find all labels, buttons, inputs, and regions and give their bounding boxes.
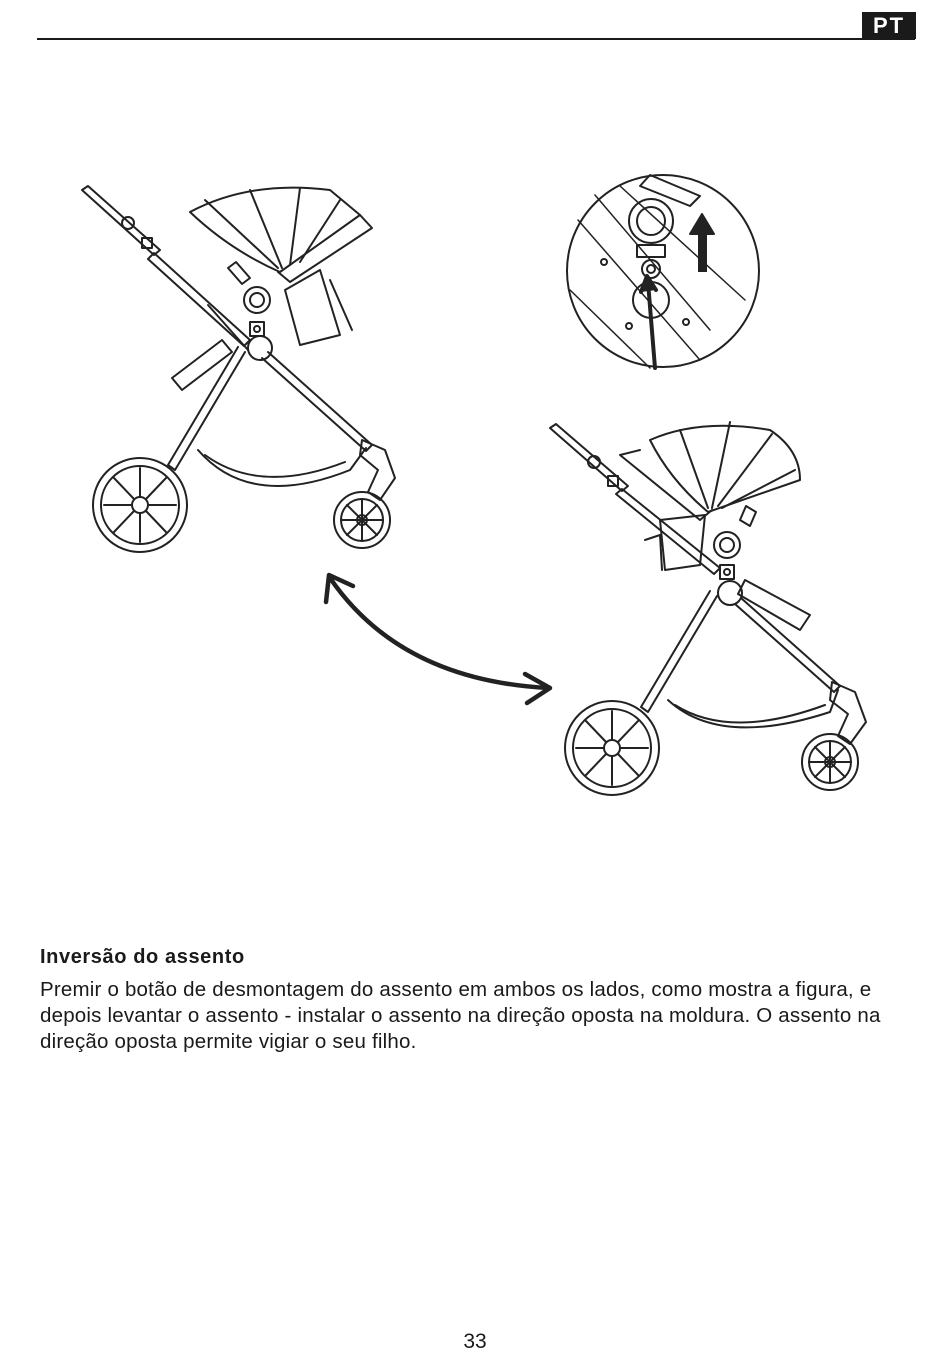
section-title: Inversão do assento bbox=[40, 946, 245, 968]
page-number: 33 bbox=[463, 1330, 487, 1353]
stroller-forward-facing-icon bbox=[82, 186, 395, 552]
seat-release-button-detail-icon bbox=[567, 175, 759, 368]
curved-double-arrow-icon bbox=[326, 575, 550, 703]
up-arrow-icon bbox=[690, 214, 714, 272]
stroller-rear-facing-icon bbox=[550, 422, 866, 795]
stroller-illustration bbox=[0, 150, 950, 830]
section-body: Premir o botão de desmontagem do assento em ambos os lados, como mostra a figura, e depois levantar o assento - instalar o assento na direção oposta na moldura. O assento na direção oposta permite vigiar o seu filho. bbox=[40, 978, 881, 1053]
language-badge: PT bbox=[862, 12, 916, 39]
header-rule bbox=[37, 38, 915, 40]
